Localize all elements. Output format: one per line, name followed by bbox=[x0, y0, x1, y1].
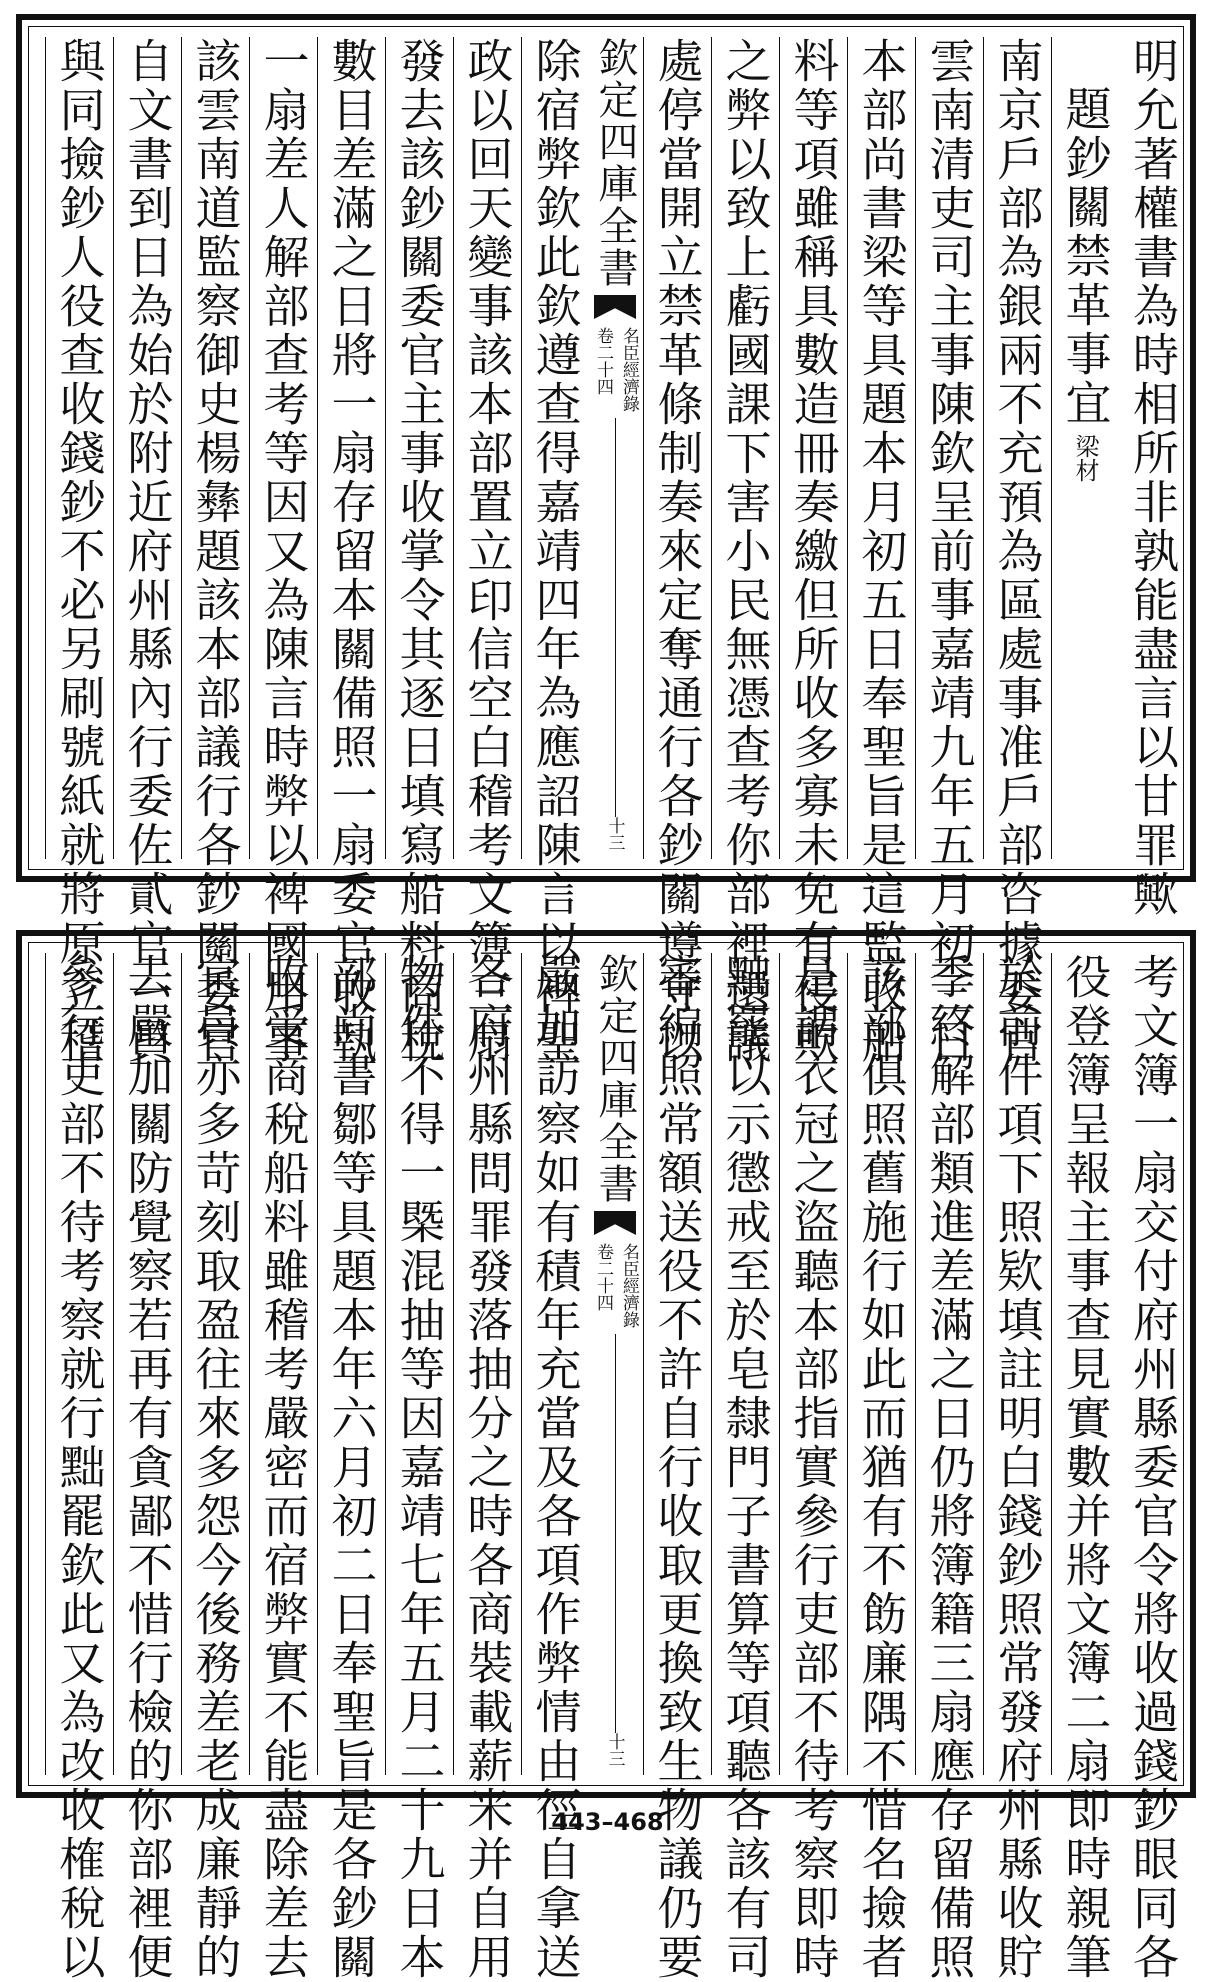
column-text: 季終解部類進差滿之日仍將簿籍三扇應存留備照 bbox=[922, 953, 977, 1982]
text-column bbox=[45, 953, 113, 1982]
text-column bbox=[317, 953, 385, 1982]
page-number-footer: 443–468 bbox=[551, 1808, 664, 1836]
text-column bbox=[847, 37, 915, 1066]
column-text: 黜罷以示懲戒至於皂隸門子書算等項聽各該有司 bbox=[718, 953, 773, 1982]
column-text: 考文簿一扇交付府州縣委官令將收過錢鈔眼同各 bbox=[1126, 953, 1180, 1982]
top-page bbox=[16, 14, 1196, 1066]
column-text: 於前件項下照欵填註明白錢鈔照常發府州縣收貯 bbox=[990, 953, 1045, 1982]
center-fold bbox=[589, 37, 641, 859]
center-volume: 卷二十四 bbox=[593, 1243, 613, 1311]
column-text: 嚴加訪察如有積年充當及各項作弊情由徑自拿送 bbox=[528, 953, 583, 1982]
folio-number: 十三 bbox=[604, 817, 625, 851]
text-column bbox=[453, 953, 521, 1982]
text-column bbox=[181, 37, 249, 1066]
text-column bbox=[385, 953, 453, 1982]
column-text: 該雲南道監察御史楊彝題該本部議行各鈔關委官 bbox=[188, 37, 243, 1066]
text-column bbox=[317, 37, 385, 1066]
column-text: 役登簿呈報主事查見實數并將文簿二扇即時親筆 bbox=[1058, 953, 1113, 1982]
column-text: 各府州縣問罪發落抽分之時各商裝載薪米并自用 bbox=[460, 953, 515, 1982]
column-text: 該部俱照舊施行如此而猶有不飭廉隅不惜名撿者 bbox=[854, 953, 909, 1982]
center-title: 欽定四庫全書 bbox=[592, 37, 638, 289]
text-column bbox=[711, 37, 779, 1066]
column-text: 參行吏部不待考察就行黜罷欽此又為改收榷稅以 bbox=[52, 953, 107, 1982]
column-text: 政以回天變事該本部置立印信空白稽考文簿三扇 bbox=[460, 37, 515, 1066]
column-text: 之弊以致上虧國課下害小民無憑查考你部裡還議 bbox=[718, 37, 773, 1066]
text-column bbox=[779, 37, 847, 1066]
text-column bbox=[521, 953, 589, 1982]
column-text: 去嚴加關防覺察若再有貪鄙不惜行檢的你部裡便 bbox=[120, 953, 175, 1982]
fishtail-mark bbox=[594, 295, 636, 319]
text-column bbox=[915, 953, 983, 1982]
text-column bbox=[521, 37, 589, 1066]
top-page-inner bbox=[29, 27, 1183, 1066]
text-column bbox=[1119, 37, 1187, 919]
column-text: 一扇差人解部查考等因又為陳言時弊以裨國用事 bbox=[256, 37, 311, 1066]
column-text: 與同撿鈔人役查收錢鈔不必另刷號紙就將原立稽 bbox=[52, 37, 107, 1066]
column-text: 處停當開立禁革條制奏來定奪通行各鈔關遵守以 bbox=[650, 37, 705, 1066]
center-title: 欽定四庫全書 bbox=[592, 953, 638, 1205]
column-text: 是謂衣冠之盜聽本部指實參行吏部不待考察即時 bbox=[786, 953, 841, 1982]
text-column bbox=[983, 953, 1051, 1982]
text-column bbox=[779, 953, 847, 1982]
column-text: 本部尚書梁等具題本月初五日奉聖旨是這監收船 bbox=[854, 37, 909, 1066]
text-column bbox=[249, 953, 317, 1982]
text-column bbox=[113, 953, 181, 1982]
column-text: 發去該鈔關委官主事收掌令其逐日填寫船料商稅 bbox=[392, 37, 447, 1066]
text-column bbox=[915, 37, 983, 1066]
author-name: 梁材 bbox=[1071, 434, 1099, 482]
fold-line bbox=[615, 418, 616, 817]
column-text: 明允著權書為時相所非孰能盡言以甘罪歟 bbox=[1126, 37, 1180, 919]
section-title: 題鈔關禁革事宜 bbox=[1058, 85, 1113, 428]
text-column bbox=[711, 953, 779, 1982]
center-book: 名臣經濟錄 bbox=[618, 327, 639, 412]
center-sub bbox=[593, 327, 637, 412]
column-text: 自文書到日為始於附近府州縣內行委佐貳官一員 bbox=[120, 37, 175, 1066]
column-text: 數目差滿之日將一扇存留本關備照一扇委官收執 bbox=[324, 37, 379, 1066]
column-text: 料等項雖稱具數造冊奏繳但所收多寡未免有侵欺 bbox=[786, 37, 841, 1066]
text-column bbox=[45, 37, 113, 1066]
text-column bbox=[385, 37, 453, 1066]
text-column bbox=[1119, 953, 1187, 1982]
column-text: 物件不得一槩混抽等因嘉靖七年五月二十九日本 bbox=[392, 953, 447, 1982]
text-column bbox=[113, 37, 181, 1066]
center-sub bbox=[593, 1243, 637, 1328]
column-text: 收受商稅船料雖稽考嚴密而宿弊實不能盡除差去 bbox=[256, 953, 311, 1982]
column-text: 部尚書鄒等具題本年六月初二日奉聖旨是各鈔關 bbox=[324, 953, 379, 1982]
fold-line bbox=[615, 1334, 616, 1733]
text-column bbox=[453, 37, 521, 1066]
center-volume: 卷二十四 bbox=[593, 327, 613, 395]
text-column bbox=[847, 953, 915, 1982]
text-column bbox=[643, 37, 711, 1066]
center-book: 名臣經濟錄 bbox=[618, 1243, 639, 1328]
text-column bbox=[1051, 953, 1119, 1982]
center-fold bbox=[589, 953, 641, 1775]
column-text: 南京戶部為銀兩不充預為區處事准戶部咨據委官 bbox=[990, 37, 1045, 1066]
column-text: 官員亦多苛刻取盈往來多怨今後務差老成廉靜的 bbox=[188, 953, 243, 1982]
column-text: 審編照常額送役不許自行收取更換致生物議仍要 bbox=[650, 953, 705, 1982]
text-column bbox=[249, 37, 317, 1066]
column-text: 雲南清吏司主事陳欽呈前事嘉靖九年五月初三日 bbox=[922, 37, 977, 1066]
column-text: 除宿弊欽此欽遵查得嘉靖四年為應詔陳言以裨聖 bbox=[528, 37, 583, 1066]
text-column bbox=[181, 953, 249, 1982]
text-column bbox=[983, 37, 1051, 1066]
fishtail-mark bbox=[594, 1211, 636, 1235]
text-column bbox=[643, 953, 711, 1982]
text-column-title bbox=[1051, 37, 1119, 859]
folio-number: 十三 bbox=[604, 1733, 625, 1767]
